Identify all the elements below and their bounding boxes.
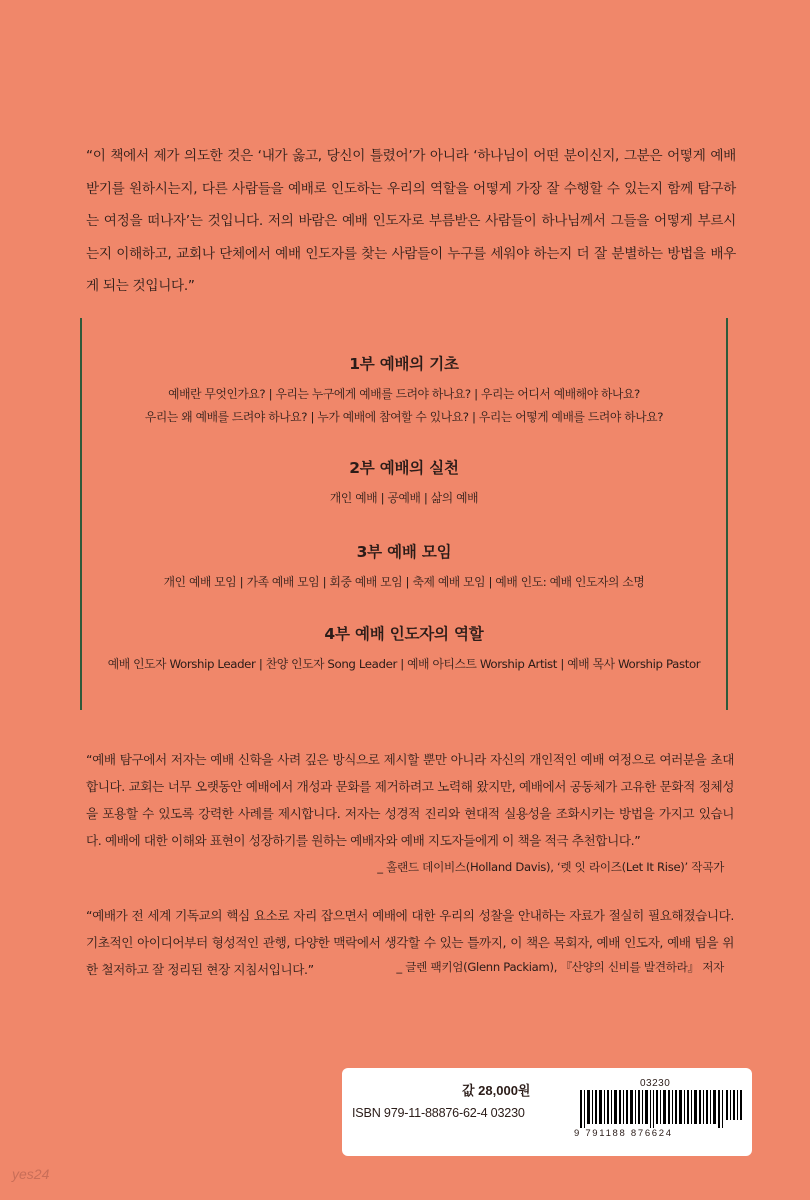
table-of-contents bbox=[80, 318, 728, 710]
price-label: 값 28,000원 bbox=[462, 1083, 531, 1098]
toc-part-line: 예배 인도자 Worship Leader | 찬양 인도자 Song Leader | 예배 아티스트 Worship Artist | 예배 목사 Worship Pastor bbox=[107, 657, 701, 671]
toc-part-title: 3부 예배 모임 bbox=[356, 543, 452, 561]
barcode-addon: 03230 bbox=[640, 1078, 671, 1089]
toc-part-1 bbox=[80, 354, 728, 429]
barcode-image bbox=[580, 1090, 744, 1128]
review-attribution-1: _ 홀랜드 데이비스(Holland Davis), ‘렛 잇 라이즈(Let It Rise)’ 작곡가 bbox=[377, 860, 724, 874]
isbn-label: ISBN 979-11-88876-62-4 03230 bbox=[352, 1106, 525, 1120]
watermark-logo: yes24 bbox=[12, 1166, 50, 1182]
toc-part-4 bbox=[80, 624, 728, 676]
toc-part-3 bbox=[80, 542, 728, 594]
review-attribution-2: _ 글렌 팩키엄(Glenn Packiam), 『산양의 신비를 발견하라』 저자 bbox=[396, 960, 724, 974]
toc-part-line: 개인 예배 모임 | 가족 예배 모임 | 회중 예배 모임 | 축제 예배 모임 | 예배 인도: 예배 인도자의 소명 bbox=[163, 575, 645, 589]
toc-part-title: 4부 예배 인도자의 역할 bbox=[324, 625, 484, 643]
toc-part-line: 개인 예배 | 공예배 | 삶의 예배 bbox=[329, 491, 479, 505]
intro-quote: “이 책에서 제가 의도한 것은 ‘내가 옳고, 당신이 틀렸어’가 아니라 ‘하나님이 어떤 분이신지, 그분은 어떻게 예배받기를 원하시는지, 다른 사람들을 예배로 인도하는 우리의 역할을 어떻게 가장 잘 수행할 수 있는지 함께 탐구하는 여정을 떠나자’는 것입니다. 저의 바람은 예배 인도자로 부름받은 사람들이 하나님께서 그들을 어떻게 부르시는지 이해하고, 교회나 단체에서 예배 인도자를 찾는 사람들이 누구를 세워야 하는지 더 잘 분별하는 방법을 배우게 되는 것입니다.” bbox=[86, 148, 736, 294]
toc-part-2 bbox=[80, 458, 728, 510]
toc-part-line: 우리는 왜 예배를 드려야 하나요? | 누가 예배에 참여할 수 있나요? | 우리는 어떻게 예배를 드려야 하나요? bbox=[144, 410, 664, 424]
toc-part-title: 2부 예배의 실천 bbox=[349, 459, 459, 477]
price-box bbox=[342, 1068, 752, 1156]
review-quote-1: “예배 탐구에서 저자는 예배 신학을 사려 깊은 방식으로 제시할 뿐만 아니라 자신의 개인적인 예배 여정으로 여러분을 초대합니다. 교회는 너무 오랫동안 예배에서 개성과 문화를 제거하려고 노력해 왔지만, 예배에서 공동체가 고유한 문화적 정체성을 포용할 수 있도록 강력한 사례를 제시합니다. 저자는 성경적 진리와 현대적 실용성을 조화시키는 방법을 가지고 있습니다. 예배에 대한 이해와 표현이 성장하기를 원하는 예배자와 예배 지도자들에게 이 책을 적극 추천합니다.” bbox=[86, 752, 734, 848]
barcode-digits: 9 791188 876624 bbox=[574, 1128, 673, 1139]
toc-part-line: 예배란 무엇인가요? | 우리는 누구에게 예배를 드려야 하나요? | 우리는 어디서 예배해야 하나요? bbox=[168, 387, 640, 401]
toc-part-title: 1부 예배의 기초 bbox=[349, 355, 459, 373]
review-quote-2: “예배가 전 세계 기독교의 핵심 요소로 자리 잡으면서 예배에 대한 우리의 성찰을 안내하는 자료가 절실히 필요해졌습니다. 기초적인 아이디어부터 형성적인 관행, 다양한 맥락에서 생각할 수 있는 틀까지, 이 책은 목회자, 예배 인도자, 예배 팀을 위한 철저하고 잘 정리된 현장 지침서입니다.” bbox=[86, 908, 734, 977]
